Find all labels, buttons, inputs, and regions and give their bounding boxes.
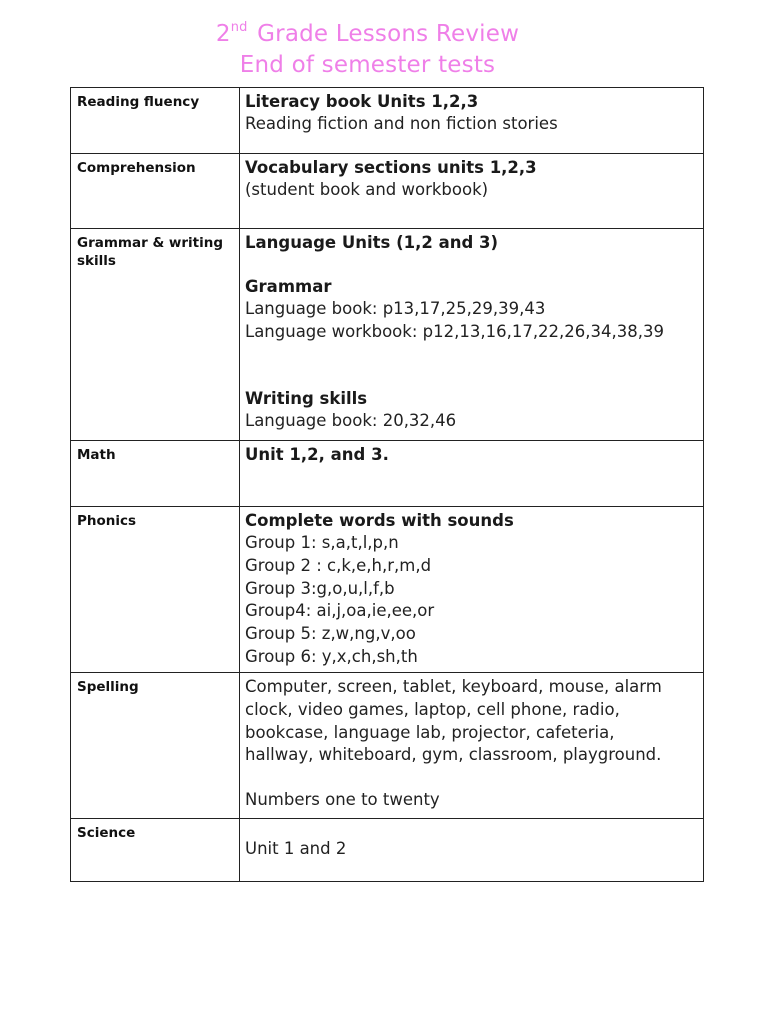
table-row [71, 507, 704, 673]
content-line: bookcase, language lab, projector, cafeteria, [245, 722, 615, 742]
content-cell [240, 154, 704, 229]
subject-label: Reading fluency [77, 94, 200, 110]
subject-label: Spelling [77, 679, 139, 695]
content-line: Reading fiction and non fiction stories [245, 114, 558, 133]
subject-label: Science [77, 825, 136, 841]
subject-cell [71, 229, 240, 441]
table-row [71, 229, 704, 441]
phonics-group: Group 6: y,x,ch,sh,th [245, 646, 418, 666]
page-title [0, 20, 735, 47]
content-cell [240, 229, 704, 441]
content-cell [240, 507, 704, 673]
content-cell [240, 441, 704, 507]
content-heading: Vocabulary sections units 1,2,3 [245, 158, 537, 177]
content-line: Unit 1 and 2 [245, 839, 347, 858]
subject-cell [71, 673, 240, 819]
grammar-heading: Grammar [245, 277, 332, 296]
title-ordinal-suffix: nd [230, 20, 248, 35]
phonics-group: Group4: ai,j,oa,ie,ee,or [245, 601, 435, 621]
content-line: clock, video games, laptop, cell phone, radio, [245, 699, 620, 719]
phonics-group: Group 3:g,o,u,l,f,b [245, 578, 395, 598]
content-line: Numbers one to twenty [245, 790, 440, 810]
content-line: (student book and workbook) [245, 180, 489, 199]
title-text: Grade Lessons Review [257, 21, 520, 47]
table-row [71, 673, 704, 819]
content-line: hallway, whiteboard, gym, classroom, playground. [245, 745, 662, 765]
content-line: Language workbook: p12,13,16,17,22,26,34,38,39 [245, 321, 665, 341]
phonics-group: Group 2 : c,k,e,h,r,m,d [245, 555, 432, 575]
table-row [71, 154, 704, 229]
lessons-table [70, 87, 704, 882]
subject-label: Phonics [77, 513, 137, 529]
content-heading: Unit 1,2, and 3. [245, 445, 389, 464]
subject-label: Math [77, 447, 116, 463]
subject-cell [71, 441, 240, 507]
content-heading: Literacy book Units 1,2,3 [245, 92, 479, 111]
content-heading: Language Units (1,2 and 3) [245, 233, 499, 252]
subject-cell [71, 819, 240, 882]
subject-cell [71, 88, 240, 154]
content-heading: Complete words with sounds [245, 511, 514, 530]
subject-cell [71, 507, 240, 673]
content-line: Computer, screen, tablet, keyboard, mouse, alarm [245, 677, 662, 696]
content-cell [240, 88, 704, 154]
title-ordinal: 2 [215, 21, 231, 47]
writing-heading: Writing skills [245, 388, 368, 408]
content-line: Language book: p13,17,25,29,39,43 [245, 299, 546, 318]
table-row [71, 441, 704, 507]
content-cell [240, 673, 704, 819]
subject-cell [71, 154, 240, 229]
content-cell [240, 819, 704, 882]
table-row [71, 819, 704, 882]
page-subtitle: End of semester tests [239, 52, 496, 78]
phonics-group: Group 1: s,a,t,l,p,n [245, 533, 399, 552]
content-line: Language book: 20,32,46 [245, 410, 457, 430]
subject-label: Grammar & writing skills [77, 235, 224, 269]
subject-label: Comprehension [77, 160, 196, 176]
table-row [71, 88, 704, 154]
phonics-group: Group 5: z,w,ng,v,oo [245, 624, 416, 644]
